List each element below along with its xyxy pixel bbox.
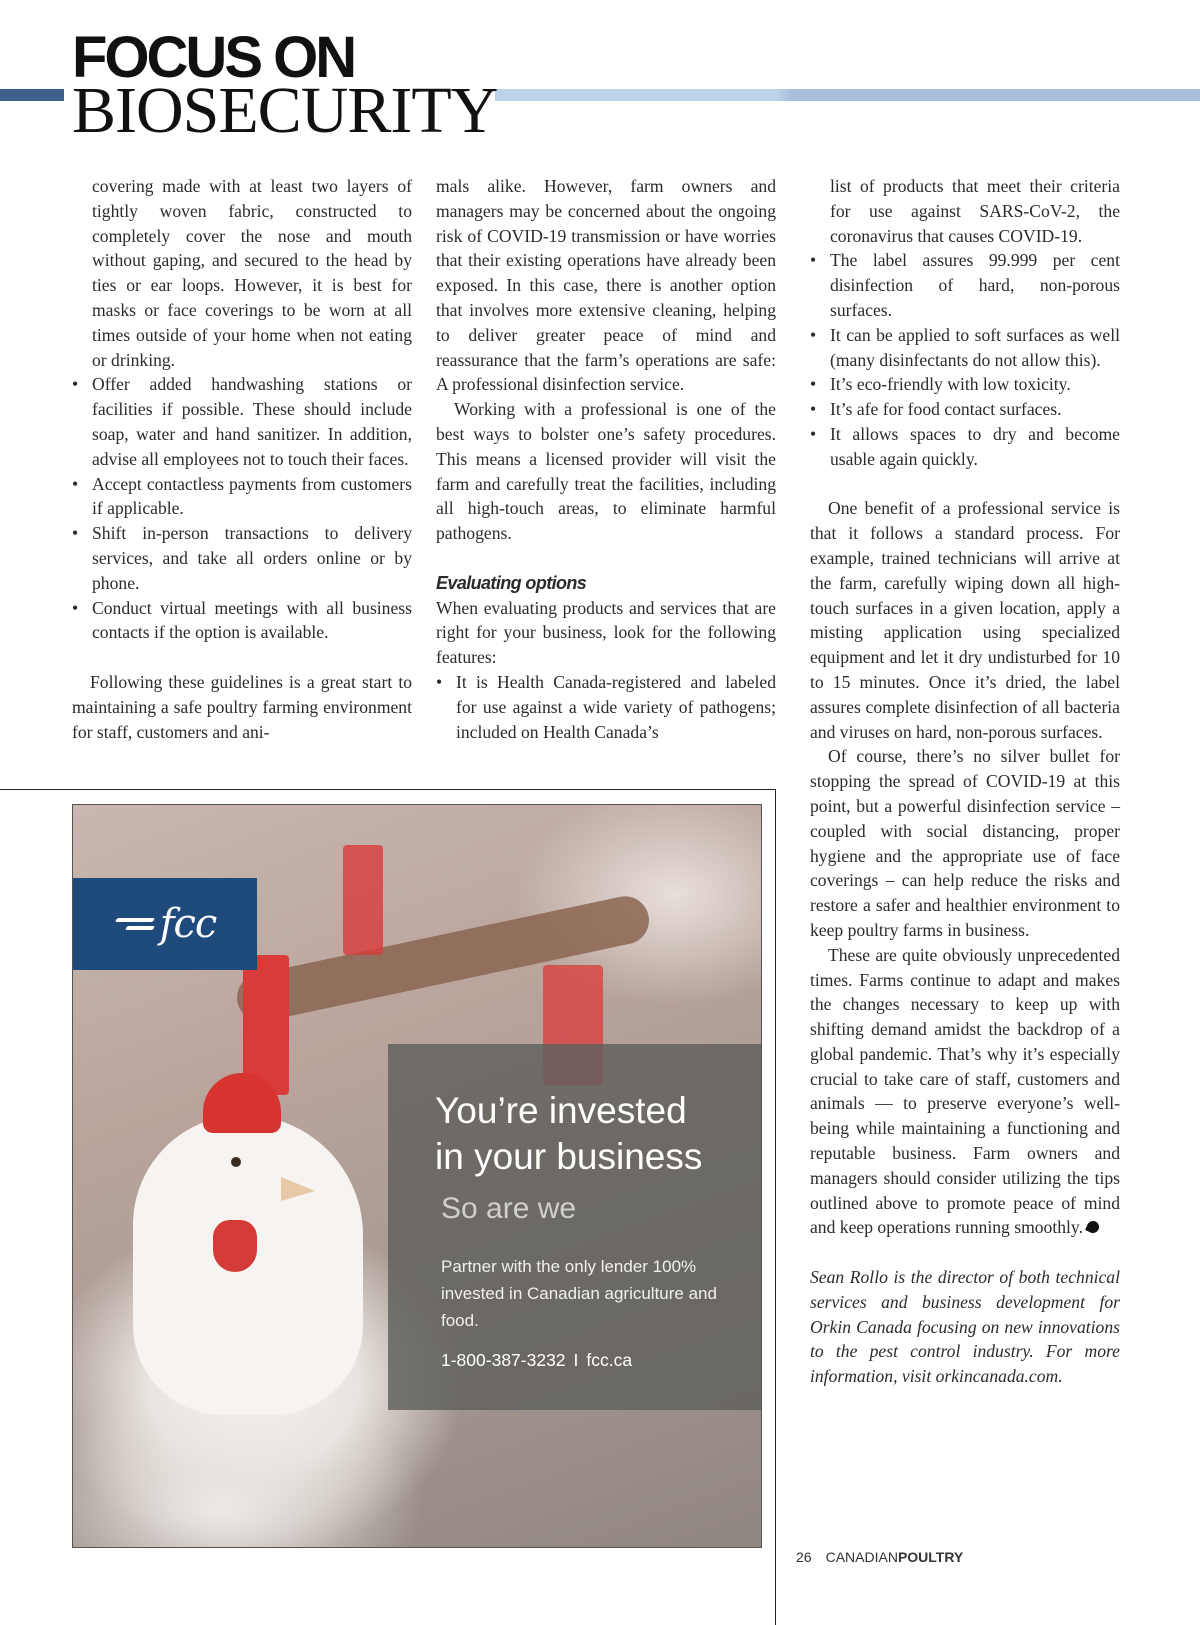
subheading: Evaluating options (436, 572, 587, 593)
bullet-continuation: list of products that meet their criteria for use against SARS-CoV-2, the coronavirus that causes COVID-19. (830, 176, 1120, 246)
ad-separator: I (573, 1350, 579, 1370)
fcc-wing-icon (114, 915, 154, 933)
ad-body-text: Partner with the only lender 100% invested in Canadian agriculture and food. (441, 1257, 717, 1330)
magazine-name: CANADIAN (825, 1549, 898, 1565)
fcc-advertisement[interactable] (72, 804, 762, 1548)
paragraph-text: These are quite obviously unprecedented times. Farms continue to adapt and makes the changes necessary to keep up with shifting demand amidst the backdrop of a global pandemic. That’s why it’s especially crucial to take care of staff, customers and animals — to preserve everyone’s well-being while maintaining a functioning and reputable business. Farm owners and managers should consider utilizing the tips outlined above to promote peace of mind and keep operations running smoothly. (810, 944, 1120, 1238)
bullet-item: • Offer added handwashing stations or facilities if possible. These should include soap, water and hand sanitizer. In addition, advise all employees not to touch their faces. (72, 372, 412, 471)
author-bio: Sean Rollo is the director of both technical services and business development for Orkin Canada focusing on new innovations to the pest control industry. For more information, visit orkincanada.com. (810, 1267, 1120, 1387)
paragraph: One benefit of a professional service is that it follows a standard process. For example, trained technicians will arrive at the farm, carefully wiping down all high-touch surfaces in a given location, apply a misting application using specialized equipment and let it dry undisturbed for 10 to 15 minutes. Once it’s dried, the label assures complete disinfection of all bacteria and viruses on hard, non-porous surfaces. (810, 498, 1120, 742)
section-kicker: FOCUS ON (72, 25, 355, 90)
end-of-article-icon (1087, 1221, 1103, 1235)
bullet-item: • The label assures 99.999 per cent disinfection of hard, non-porous surfaces. (810, 248, 1120, 322)
page-number: 26 (796, 1549, 812, 1565)
fcc-brand-text: fcc (159, 901, 217, 947)
bullet-item: • It allows spaces to dry and become usable again quickly. (810, 422, 1120, 472)
paragraph: When evaluating products and services that are right for your business, look for the following features: (436, 597, 776, 668)
hen-wattle-image (213, 1220, 257, 1272)
paragraph: mals alike. However, farm owners and managers may be concerned about the ongoing risk of COVID-19 transmission or have worries that their existing operations have already been exposed. In this case, there is another option that involves more extensive cleaning, helping to deliver greater peace of mind and reassurance that the farm’s operations are safe: A professional disinfection service. (436, 176, 776, 395)
page-footer (796, 1549, 963, 1565)
paragraph: covering made with at least two layers of tightly woven fabric, constructed to completely cover the nose and mouth without gaping, and secured to the head by ties or ear loops. However, it is best for masks or face coverings to be worn at all times outside of your home when not eating or drinking. (92, 176, 412, 370)
ad-frame-line (775, 789, 776, 1625)
ad-phone[interactable]: 1-800-387-3232 (441, 1350, 566, 1370)
ad-headline-line-2: in your business (435, 1136, 703, 1177)
bullet-item: • It’s eco-friendly with low toxicity. (810, 372, 1120, 397)
paragraph: Working with a professional is one of the best ways to bolster one’s safety procedures. This means a licensed provider will visit the farm and carefully treat the facilities, including all high-touch areas, to eliminate harmful pathogens. (436, 399, 776, 544)
hen-beak-image (281, 1177, 315, 1201)
article-column-1 (72, 174, 412, 744)
ad-text-panel (388, 1044, 762, 1410)
magazine-name-bold: POULTRY (897, 1549, 964, 1565)
hen-eye-image (231, 1157, 241, 1167)
section-title: BIOSECURITY (72, 74, 498, 147)
paragraph: Following these guidelines is a great start to maintaining a safe poultry farming environment for staff, customers and ani- (72, 671, 412, 742)
header-accent-bar-right (495, 89, 1200, 101)
article-column-2 (436, 174, 776, 744)
paragraph (810, 943, 1120, 1241)
ad-tagline: So are we (441, 1192, 577, 1225)
bullet-item: • Conduct virtual meetings with all business contacts if the option is available. (72, 596, 412, 646)
ad-frame-line (0, 789, 776, 790)
fcc-logo (114, 901, 217, 947)
ad-url-link[interactable]: fcc.ca (586, 1350, 633, 1370)
fcc-logo-box (73, 878, 257, 970)
bullet-item: • It can be applied to soft surfaces as well (many disinfectants do not allow this). (810, 323, 1120, 373)
bullet-item: • It’s afe for food contact surfaces. (810, 397, 1120, 422)
article-column-3 (810, 174, 1120, 1389)
header-accent-bar-left (0, 89, 64, 101)
feeder-image (343, 845, 383, 955)
bullet-item: • Accept contactless payments from customers if applicable. (72, 472, 412, 522)
bullet-item: • Shift in-person transactions to delivery services, and take all orders online or by phone. (72, 521, 412, 595)
ad-contact (441, 1350, 632, 1371)
paragraph: Of course, there’s no silver bullet for stopping the spread of COVID-19 at this point, but a powerful disinfection service – coupled with social distancing, proper hygiene and the appropriate use of face coverings – can help reduce the risks and restore a safer and healthier environment to keep poultry farms in business. (810, 746, 1120, 940)
ad-headline (435, 1088, 755, 1180)
bullet-item: • It is Health Canada-registered and labeled for use against a wide variety of pathogens; included on Health Canada’s (436, 670, 776, 744)
ad-headline-line-1: You’re invested (435, 1090, 687, 1131)
